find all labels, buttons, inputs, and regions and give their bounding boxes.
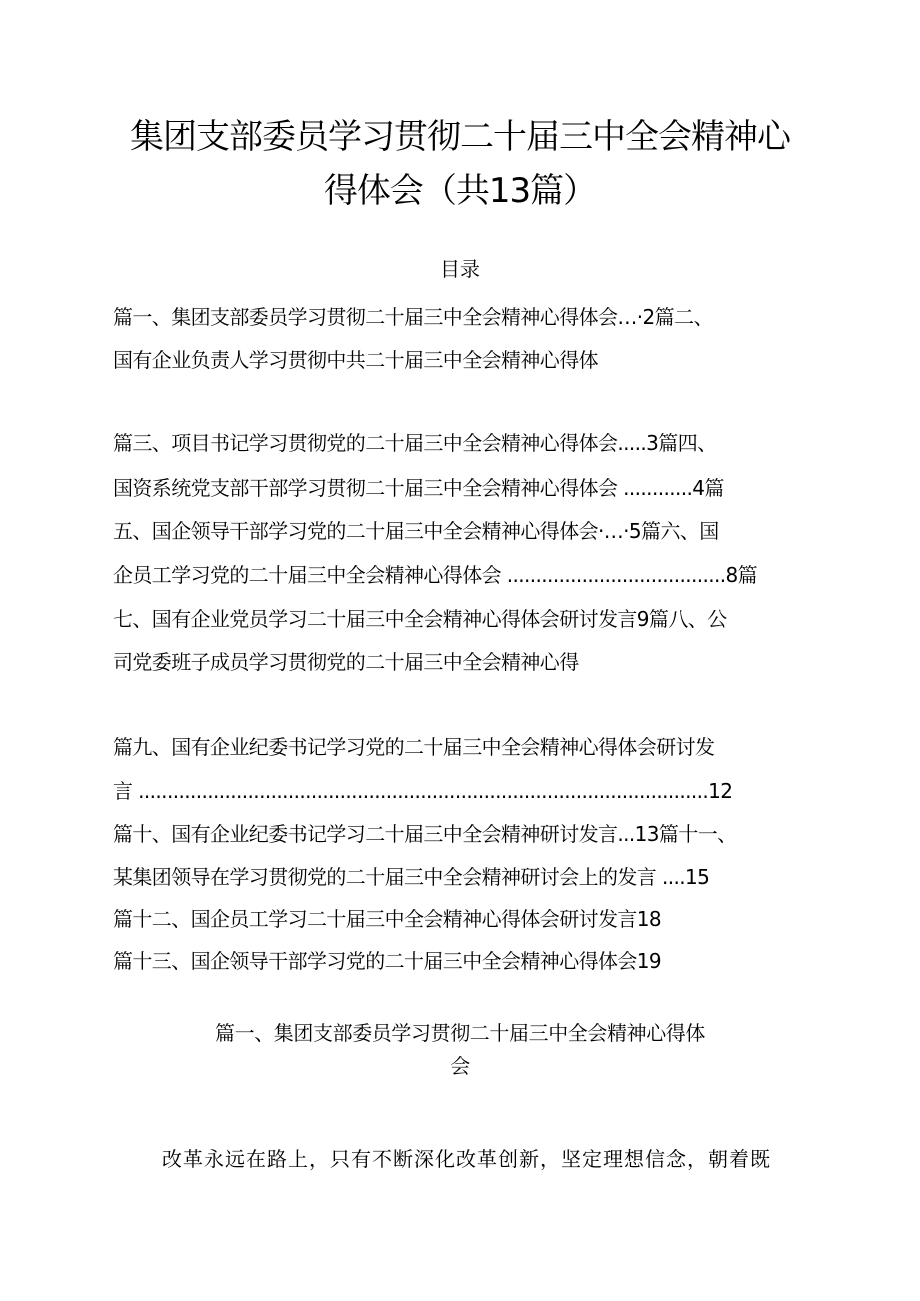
toc-line: 国资系统党支部干部学习贯彻二十届三中全会精神心得体会 ............4篇	[113, 476, 724, 500]
toc-line: 某集团领导在学习贯彻党的二十届三中全会精神研讨会上的发言 ....15	[113, 865, 710, 889]
toc-line: 企员工学习党的二十届三中全会精神心得体会 ......................................8篇	[113, 563, 758, 587]
body-paragraph: 改革永远在路上，只有不断深化改革创新，坚定理想信念，朝着既	[162, 1147, 771, 1171]
section-heading-line-1: 篇一、集团支部委员学习贯彻二十届三中全会精神心得体	[215, 1021, 705, 1045]
toc-line: 司党委班子成员学习贯彻党的二十届三中全会精神心得	[113, 650, 579, 674]
document-title-line-1: 集团支部委员学习贯彻二十届三中全会精神心	[130, 117, 790, 157]
toc-line: 言 ...................................................................................................12	[113, 779, 733, 803]
document-title-line-2: 得体会（共13篇）	[323, 171, 597, 211]
toc-line: 七、国有企业党员学习二十届三中全会精神心得体会研讨发言9篇八、公	[113, 607, 727, 631]
toc-line: 篇十二、国企员工学习二十届三中全会精神心得体会研讨发言18	[113, 907, 662, 931]
toc-line: 五、国企领导干部学习党的二十届三中全会精神心得体会·…·5篇六、国	[113, 519, 719, 543]
toc-line: 篇一、集团支部委员学习贯彻二十届三中全会精神心得体会…·2篇二、	[113, 305, 713, 329]
toc-line: 篇十三、国企领导干部学习党的二十届三中全会精神心得体会19	[113, 949, 662, 973]
toc-line: 篇十、国有企业纪委书记学习二十届三中全会精神研讨发言...13篇十一、	[113, 822, 737, 846]
toc-line: 篇九、国有企业纪委书记学习党的二十届三中全会精神心得体会研讨发	[113, 735, 715, 759]
toc-line: 篇三、项目书记学习贯彻党的二十届三中全会精神心得体会.....3篇四、	[113, 431, 717, 455]
toc-line: 国有企业负责人学习贯彻中共二十届三中全会精神心得体	[113, 348, 598, 372]
section-heading-line-2: 会	[450, 1054, 470, 1078]
toc-heading: 目录	[440, 257, 480, 281]
